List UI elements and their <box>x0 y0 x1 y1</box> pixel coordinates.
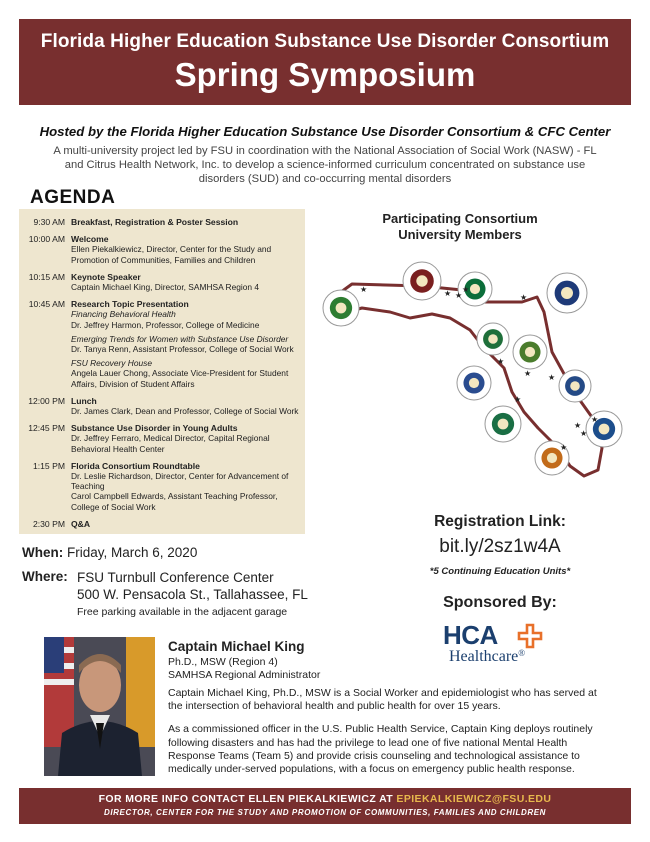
agenda-time: 10:00 AM <box>28 234 65 245</box>
florida-map <box>312 252 642 492</box>
agenda-title: Florida Consortium Roundtable <box>71 460 200 471</box>
agenda-title: Keynote Speaker <box>71 271 141 282</box>
star-icon: ★ <box>444 289 452 298</box>
registered-mark: ® <box>518 648 526 658</box>
title-banner <box>19 19 631 105</box>
agenda-body <box>71 217 299 227</box>
university-seal <box>403 262 441 300</box>
agenda-title: Breakfast, Registration & Poster Session <box>71 217 239 227</box>
hca-healthcare <box>449 648 525 666</box>
agenda-time: 10:45 AM <box>28 299 65 310</box>
speaker-meta <box>168 656 320 682</box>
ceu-note: *5 Continuing Education Units* <box>429 566 571 577</box>
where-line2: 500 W. Pensacola St., Tallahassee, FL <box>77 587 308 602</box>
agenda-body <box>71 396 299 416</box>
agenda-presenter: Angela Lauer Chong, Associate Vice-President for Student Affairs, Division of Student Affairs <box>71 368 289 389</box>
when-value: Friday, March 6, 2020 <box>67 545 198 560</box>
star-icon: ★ <box>514 395 522 404</box>
agenda-item <box>25 461 299 512</box>
agenda-time: 9:30 AM <box>33 217 65 227</box>
speaker-photo <box>44 637 155 776</box>
agenda-subtopic: Emerging Trends for Women with Substance Use Disorder <box>71 333 289 344</box>
agenda-title: Lunch <box>71 395 97 406</box>
speaker-role: SAMHSA Regional Administrator <box>168 669 321 681</box>
speaker-name: Captain Michael King <box>168 639 305 654</box>
parking-note: Free parking available in the adjacent garage <box>77 606 288 618</box>
university-seal <box>485 406 521 442</box>
agenda-body <box>71 461 299 512</box>
agenda-panel <box>19 209 305 534</box>
consortium-heading <box>340 211 580 243</box>
agenda-presenter: Carol Campbell Edwards, Assistant Teaching Professor, College of Social Work <box>71 491 278 512</box>
agenda-title: Q&A <box>71 518 91 529</box>
when-line <box>22 545 197 560</box>
university-seal <box>559 370 591 402</box>
star-icon: ★ <box>560 443 568 452</box>
star-icon: ★ <box>360 285 368 294</box>
agenda-presenter: Dr. Jeffrey Ferraro, Medical Director, Capital Regional Behavioral Health Center <box>71 433 270 454</box>
agenda-heading: AGENDA <box>30 187 116 208</box>
footer-prefix: FOR MORE INFO CONTACT ELLEN PIEKALKIEWICZ AT <box>98 793 394 805</box>
agenda-body <box>71 423 299 454</box>
agenda-title: Research Topic Presentation <box>71 299 189 310</box>
agenda-time: 12:00 PM <box>28 395 65 406</box>
hca-cross-icon <box>517 623 543 649</box>
agenda-presenter: Dr. James Clark, Dean and Professor, College of Social Work <box>71 406 299 417</box>
university-seal <box>547 273 587 313</box>
university-seals <box>323 262 622 475</box>
speaker-bio-p2: As a commissioned officer in the U.S. Public Health Service, Captain King deploys routinely following disasters and has had the privilege to lead one of five national Mental Health Response Teams (Team 5) and provide crisis counseling and technological assistance to medically under-served populations, with a focus on emergency public health response. <box>168 723 593 776</box>
university-seal <box>323 290 359 326</box>
hosted-by: Hosted by the Florida Higher Education Substance Use Disorder Consortium & CFC Center <box>39 124 611 139</box>
agenda-body <box>71 272 299 292</box>
agenda-item <box>25 234 299 265</box>
consortium-heading-line1: Participating Consortium <box>382 211 538 226</box>
agenda-time: 2:30 PM <box>32 518 65 529</box>
agenda-item <box>25 396 299 416</box>
agenda-body <box>71 234 299 265</box>
agenda-presenter: Dr. Leslie Richardson, Director, Center for Advancement of Teaching <box>71 471 289 492</box>
banner-line2: Spring Symposium <box>174 56 476 93</box>
agenda-time: 12:45 PM <box>28 423 65 434</box>
agenda-time: 1:15 PM <box>32 460 65 471</box>
agenda-item <box>25 217 299 227</box>
university-seal <box>477 323 509 355</box>
star-icon: ★ <box>455 291 463 300</box>
agenda-body <box>71 519 299 529</box>
project-description: A multi-university project led by FSU in coordination with the National Association of Social Work (NASW) - FL and Citrus Health Network, Inc. to develop a science-informed curriculum concentrated on substance use disorders (SUD) and co-occurring mental disorders <box>53 145 597 185</box>
hca-wordmark: HCA <box>443 620 498 650</box>
speaker-bio <box>168 687 608 786</box>
footer-banner <box>19 788 631 824</box>
agenda-subtopic: FSU Recovery House <box>71 358 152 369</box>
agenda-title: Substance Use Disorder in Young Adults <box>71 423 238 434</box>
university-seal <box>457 366 491 400</box>
where-line1: FSU Turnbull Conference Center <box>77 570 274 585</box>
agenda-item <box>25 299 299 389</box>
footer-contact <box>19 788 631 805</box>
agenda-presenter: Ellen Piekalkiewicz, Director, Center for the Study and Promotion of Communities, Families and Children <box>71 244 272 265</box>
agenda-item <box>25 423 299 454</box>
star-icon: ★ <box>580 429 588 438</box>
where-block <box>77 569 308 621</box>
star-icon: ★ <box>591 415 599 424</box>
consortium-heading-line2: University Members <box>398 227 522 242</box>
when-label: When: <box>22 545 64 560</box>
hca-logo <box>443 620 563 670</box>
sponsored-by-title: Sponsored By: <box>443 594 557 611</box>
agenda-presenter: Captain Michael King, Director, SAMHSA Region 4 <box>71 282 260 293</box>
registration-link[interactable]: bit.ly/2sz1w4A <box>439 536 561 557</box>
footer-line2: DIRECTOR, CENTER FOR THE STUDY AND PROMOTION OF COMMUNITIES, FAMILIES AND CHILDREN <box>103 808 547 817</box>
where-label: Where: <box>22 569 68 584</box>
registration-title: Registration Link: <box>434 513 566 530</box>
agenda-presenter: Dr. Jeffrey Harmon, Professor, College of Medicine <box>71 319 260 330</box>
speaker-portrait <box>44 637 155 776</box>
star-icon: ★ <box>548 373 556 382</box>
star-icon: ★ <box>462 285 470 294</box>
agenda-subtopic: Financing Behavioral Health <box>71 309 176 320</box>
agenda-title: Welcome <box>71 234 109 245</box>
banner-line1: Florida Higher Education Substance Use Disorder Consortium <box>40 31 610 52</box>
agenda-time: 10:15 AM <box>28 271 65 282</box>
speaker-bio-p1: Captain Michael King, Ph.D., MSW is a Social Worker and epidemiologist who has served at the intersection of behavioral health and public health for over 15 years. <box>168 687 597 713</box>
agenda-presenter: Dr. Tanya Renn, Assistant Professor, College of Social Work <box>71 344 294 355</box>
where-label-wrap <box>22 569 68 584</box>
agenda-body <box>71 299 299 389</box>
university-seal <box>513 335 547 369</box>
star-icon: ★ <box>524 369 532 378</box>
agenda-item <box>25 519 299 529</box>
speaker-degrees: Ph.D., MSW (Region 4) <box>168 656 278 668</box>
hca-sub-text: Healthcare <box>449 648 519 665</box>
footer-email[interactable]: EPIEKALKIEWICZ@FSU.EDU <box>396 793 552 805</box>
star-icon: ★ <box>574 421 582 430</box>
star-icon: ★ <box>497 357 505 366</box>
star-icon: ★ <box>520 293 528 302</box>
agenda-item <box>25 272 299 292</box>
